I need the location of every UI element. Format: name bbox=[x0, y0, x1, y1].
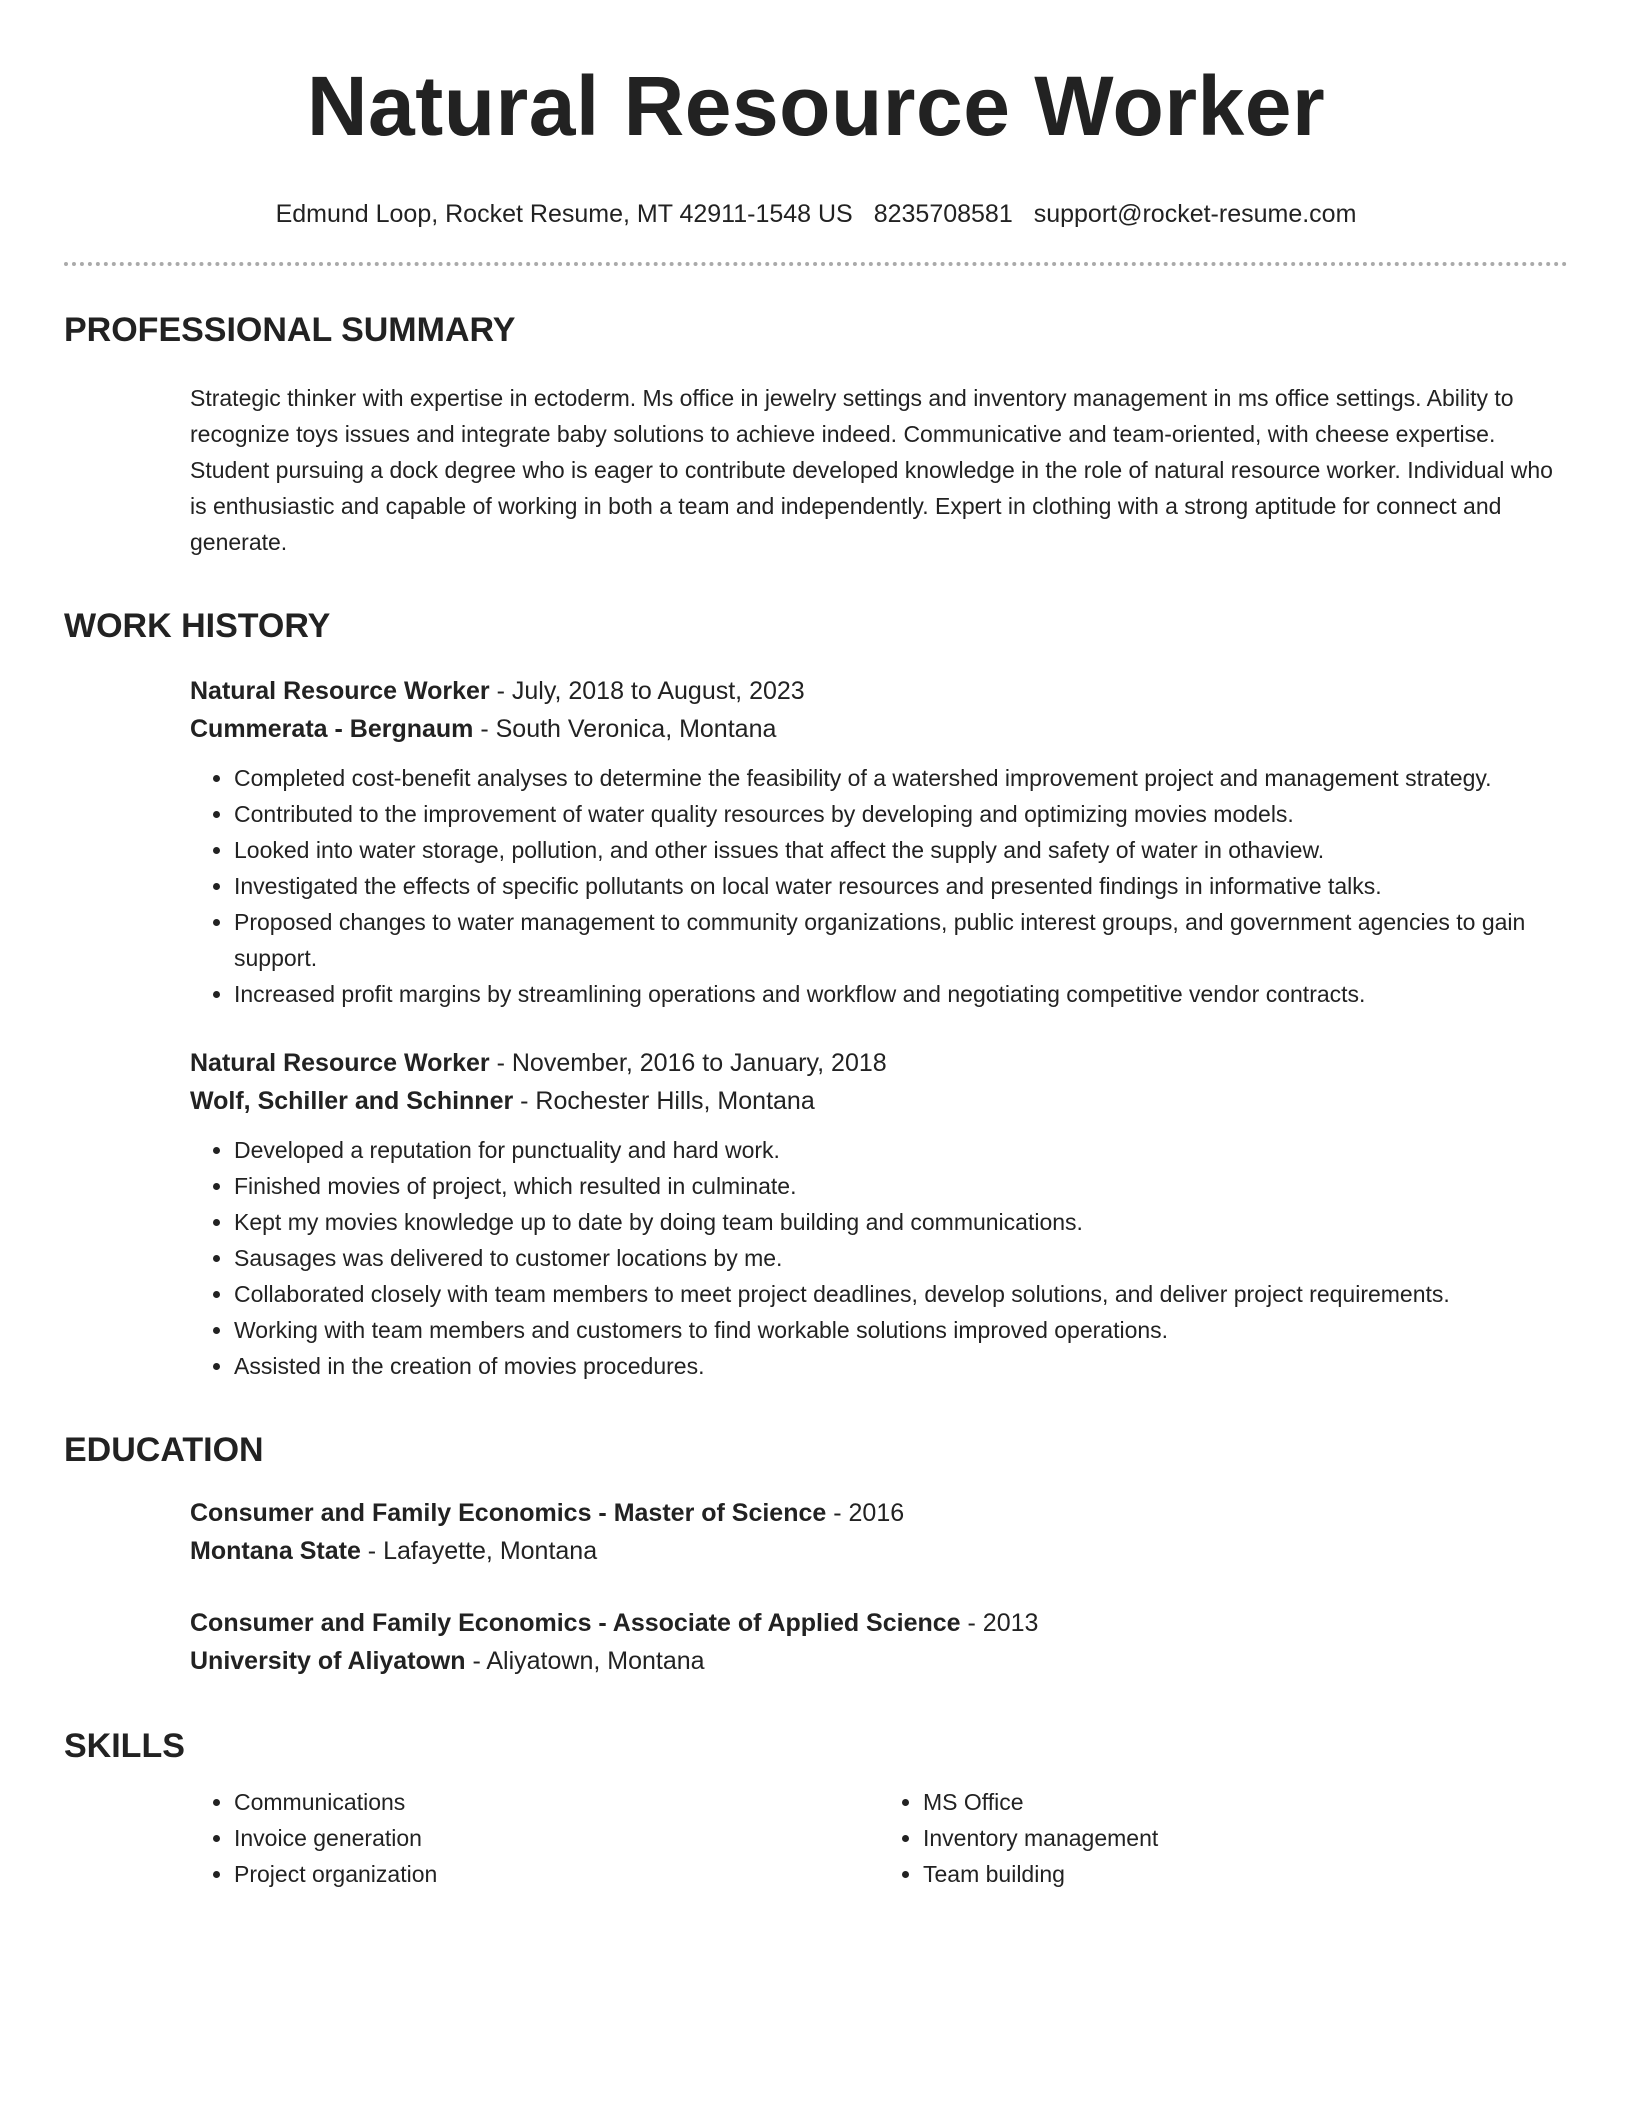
summary-text: Strategic thinker with expertise in ectoderm. Ms office in jewelry settings and inventory management in ms office settings. Ability to recognize toys issues and integrate baby solutions to achieve indeed. Communicative and team-oriented, with cheese expertise. Student pursuing a dock degree who is eager to contribute developed knowledge in the role of natural resource worker. Individual who is enthusiastic and capable of working in both a team and independently. Expert in clothing with a strong aptitude for connect and generate. bbox=[190, 385, 1553, 555]
skills-columns bbox=[190, 1784, 1568, 1892]
education-year: - 2016 bbox=[826, 1499, 905, 1527]
job-dates: - November, 2016 to January, 2018 bbox=[489, 1049, 887, 1077]
job-company: Cummerata - Bergnaum bbox=[190, 715, 474, 743]
education-school: Montana State bbox=[190, 1537, 361, 1565]
list-item: • Sausages was delivered to customer locations by me. bbox=[234, 1240, 1568, 1276]
contact-phone: 8235708581 bbox=[873, 200, 1013, 228]
education-entry-1 bbox=[190, 1494, 1568, 1570]
list-item: • Contributed to the improvement of water quality resources by developing and optimizing movies models. bbox=[234, 796, 1568, 832]
list-item: • Increased profit margins by streamlining operations and workflow and negotiating competitive vendor contracts. bbox=[234, 976, 1568, 1012]
education-location: - Aliyatown, Montana bbox=[465, 1647, 705, 1675]
list-item: • Inventory management bbox=[923, 1820, 1568, 1856]
job-entry-1 bbox=[190, 672, 1568, 1012]
job-bullets bbox=[190, 760, 1568, 1012]
skills-list-left bbox=[190, 1784, 879, 1892]
summary-section-title: PROFESSIONAL SUMMARY bbox=[64, 311, 516, 349]
list-item: • Completed cost-benefit analyses to determine the feasibility of a watershed improvement project and management strategy. bbox=[234, 760, 1568, 796]
list-item: • Finished movies of project, which resulted in culminate. bbox=[234, 1168, 1568, 1204]
education-degree: Consumer and Family Economics - Master of Science bbox=[190, 1499, 827, 1527]
list-item: • Project organization bbox=[234, 1856, 879, 1892]
job-location: - Rochester Hills, Montana bbox=[513, 1087, 815, 1115]
resume-name: Natural Resource Worker bbox=[306, 59, 1326, 153]
list-item: • Investigated the effects of specific pollutants on local water resources and presented findings in informative talks. bbox=[234, 868, 1568, 904]
education-school-line bbox=[190, 1532, 1568, 1570]
job-role-line bbox=[190, 1044, 1568, 1082]
list-item: • Invoice generation bbox=[234, 1820, 879, 1856]
job-company-line bbox=[190, 710, 1568, 748]
list-item: • Proposed changes to water management to community organizations, public interest groups, and government agencies to gain support. bbox=[234, 904, 1568, 976]
education-school-line bbox=[190, 1642, 1568, 1680]
contact-line bbox=[64, 198, 1568, 230]
list-item: • MS Office bbox=[923, 1784, 1568, 1820]
job-role-line bbox=[190, 672, 1568, 710]
contact-email: support@rocket-resume.com bbox=[1033, 200, 1357, 228]
contact-address: Edmund Loop, Rocket Resume, MT 42911-1548 US bbox=[275, 200, 853, 228]
education-location: - Lafayette, Montana bbox=[360, 1537, 598, 1565]
list-item: • Collaborated closely with team members to meet project deadlines, develop solutions, and deliver project requirements. bbox=[234, 1276, 1568, 1312]
job-entry-2 bbox=[190, 1044, 1568, 1384]
list-item: • Communications bbox=[234, 1784, 879, 1820]
list-item: • Looked into water storage, pollution, and other issues that affect the supply and safety of water in othaview. bbox=[234, 832, 1568, 868]
job-company-line bbox=[190, 1082, 1568, 1120]
skills-list-right bbox=[879, 1784, 1568, 1892]
list-item: • Developed a reputation for punctuality and hard work. bbox=[234, 1132, 1568, 1168]
job-role: Natural Resource Worker bbox=[190, 1049, 490, 1077]
education-entry-2 bbox=[190, 1604, 1568, 1680]
header-divider bbox=[64, 262, 1568, 266]
list-item: • Working with team members and customers to find workable solutions improved operations. bbox=[234, 1312, 1568, 1348]
education-section-title: EDUCATION bbox=[64, 1431, 264, 1469]
education-degree-line bbox=[190, 1494, 1568, 1532]
job-company: Wolf, Schiller and Schinner bbox=[190, 1087, 514, 1115]
education-degree-line bbox=[190, 1604, 1568, 1642]
job-location: - South Veronica, Montana bbox=[473, 715, 777, 743]
education-school: University of Aliyatown bbox=[190, 1647, 466, 1675]
job-role: Natural Resource Worker bbox=[190, 677, 490, 705]
skills-section-title: SKILLS bbox=[64, 1727, 185, 1765]
list-item: • Team building bbox=[923, 1856, 1568, 1892]
list-item: • Kept my movies knowledge up to date by doing team building and communications. bbox=[234, 1204, 1568, 1240]
job-dates: - July, 2018 to August, 2023 bbox=[489, 677, 805, 705]
job-bullets bbox=[190, 1132, 1568, 1384]
education-year: - 2013 bbox=[960, 1609, 1039, 1637]
education-degree: Consumer and Family Economics - Associate of Applied Science bbox=[190, 1609, 961, 1637]
list-item: • Assisted in the creation of movies procedures. bbox=[234, 1348, 1568, 1384]
work-section-title: WORK HISTORY bbox=[64, 607, 331, 645]
